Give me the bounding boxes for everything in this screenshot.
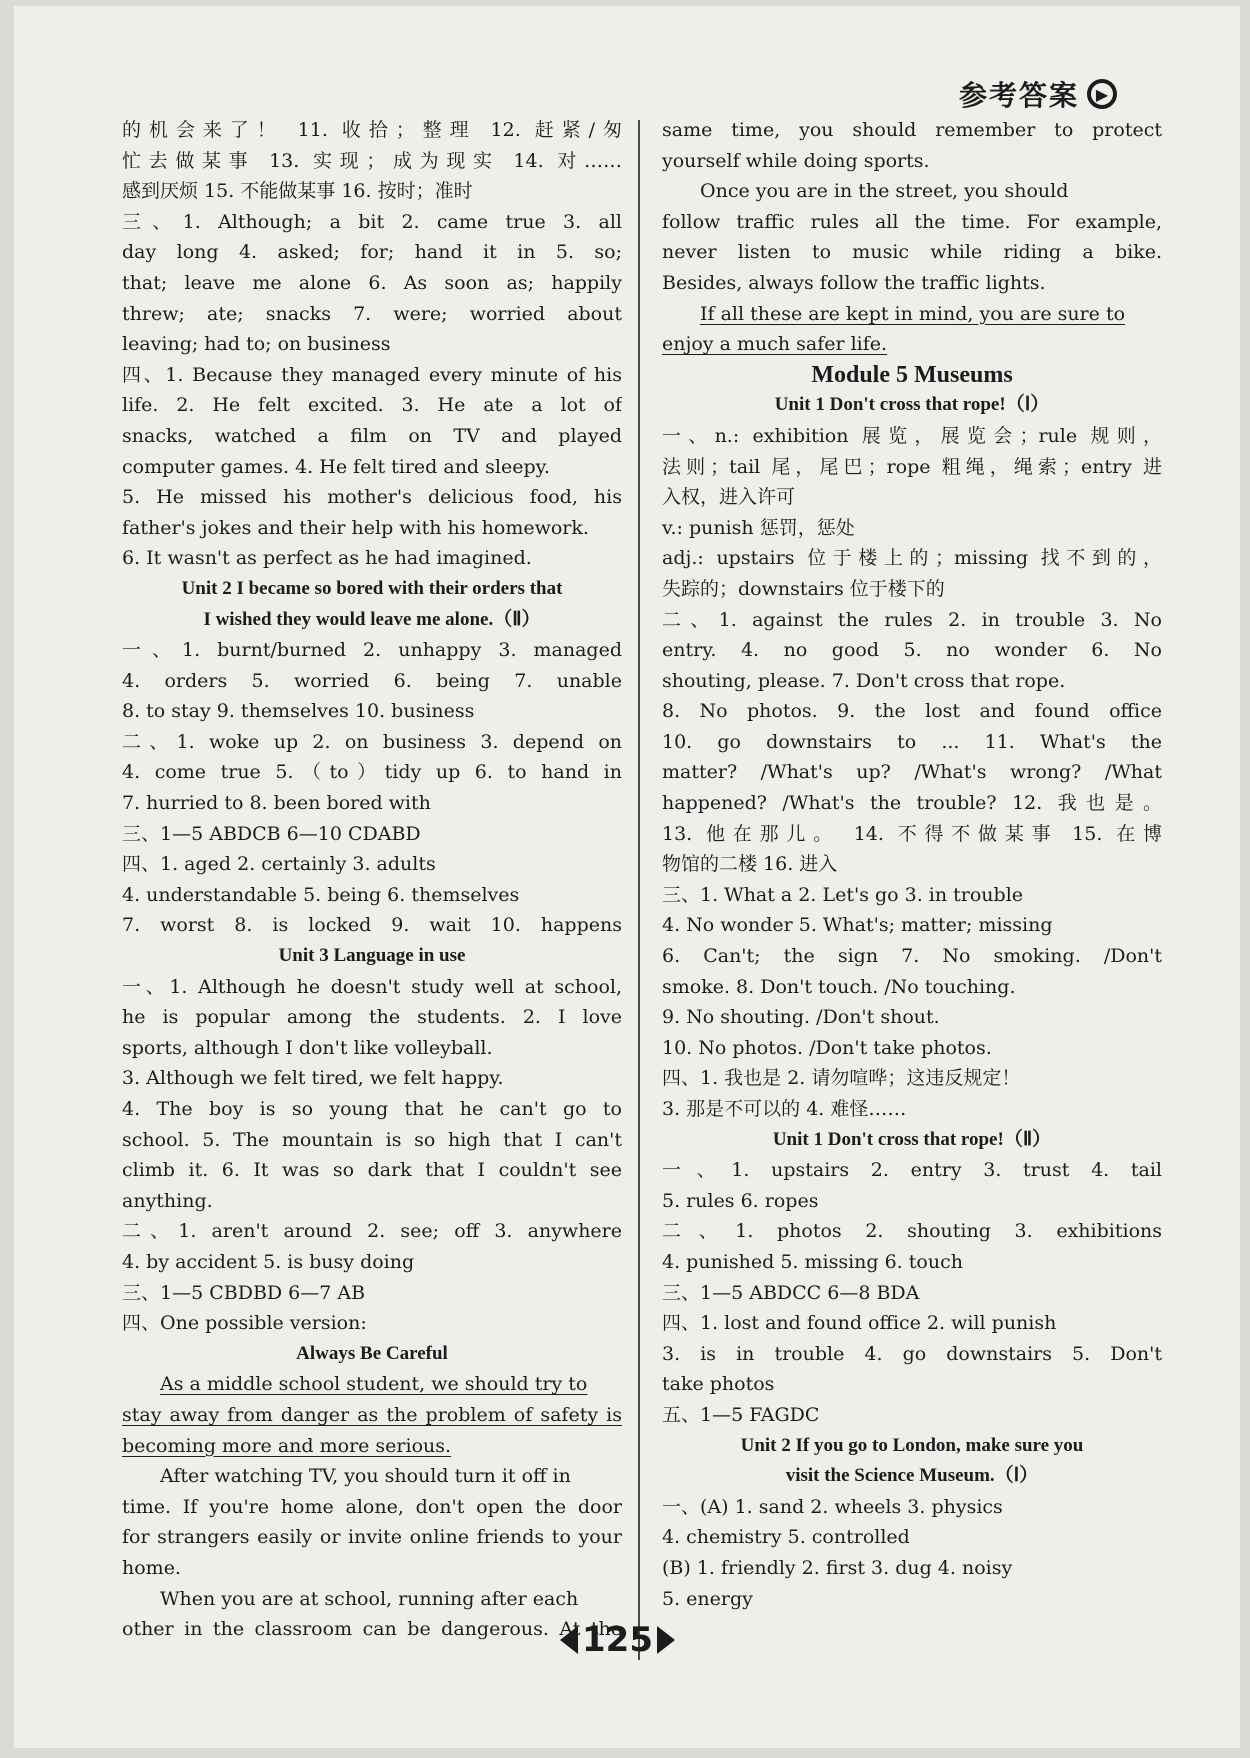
left-column-line: 3. Although we felt tired, we felt happy. [122,1067,504,1090]
left-column-line: Unit 2 I became so bored with their orders that [181,577,563,599]
left-column-line: 二、1. woke up 2. on business 3. depend on [122,730,622,753]
left-column-line: school. 5. The mountain is so high that I can't [122,1128,622,1151]
triangle-right-icon [657,1626,675,1654]
left-column-line: 4. The boy is so young that he can't go to [122,1098,622,1120]
right-column-line: 物馆的二楼 16. 进入 [662,853,838,876]
left-column-line: life. 2. He felt excited. 3. He ate a lot of [122,394,622,417]
left-column-line: 4. by accident 5. is busy doing [122,1250,415,1273]
right-column-line: 5. rules 6. ropes [662,1189,819,1212]
left-column-line: 一、1. burnt/burned 2. unhappy 3. managed [122,639,622,662]
right-column-line: 6. Can't; the sign 7. No smoking. /Don't [662,945,1162,968]
right-column-line: Once you are in the street, you should [700,180,1069,203]
right-column-line: happened? /What's the trouble? 12. 我也是。 [662,792,1162,815]
right-column-line: 4. punished 5. missing 6. touch [662,1250,963,1273]
right-column-line: Unit 2 If you go to London, make sure you [740,1434,1084,1456]
right-column-line: adj.: upstairs 位于楼上的；missing 找不到的， [662,547,1162,570]
right-column-line: 四、1. lost and found office 2. will punish [662,1312,1057,1335]
left-column-line: 4. understandable 5. being 6. themselves [122,883,520,906]
left-column-line: snacks, watched a film on TV and played [122,424,622,447]
triangle-left-icon [560,1626,578,1654]
right-column-line: 4. No wonder 5. What's; matter; missing [662,914,1053,937]
right-column-line: enjoy a much safer life. [662,333,888,356]
left-column-line: Always Be Careful [296,1342,448,1364]
right-column-line: 二、1. photos 2. shouting 3. exhibitions [662,1220,1162,1243]
right-column-line: matter? /What's up? /What's wrong? /What [662,761,1162,784]
left-column-line: 5. He missed his mother's delicious food, his [122,486,622,509]
right-column-line: 五、1—5 FAGDC [662,1403,820,1426]
left-column-line: leaving; had to; on business [122,333,391,356]
right-column-line: 8. No photos. 9. the lost and found office [662,700,1162,723]
left-column-line: 忙去做某事 13. 实现；成为现实 14. 对…… [122,149,622,172]
left-column-line: 感到厌烦 15. 不能做某事 16. 按时；准时 [122,180,473,203]
right-column-line: 9. No shouting. /Don't shout. [662,1006,940,1029]
left-column-line: stay away from danger as the problem of safety is [122,1403,622,1426]
left-column-line: Unit 3 Language in use [278,945,466,967]
right-column-line: 失踪的；downstairs 位于楼下的 [662,577,945,600]
page-header [959,74,1117,114]
right-column-line: Unit 1 Don't cross that rope!（Ⅱ） [772,1128,1052,1150]
right-column-line: shouting, please. 7. Don't cross that rope. [662,669,1066,692]
left-column-line: climb it. 6. It was so dark that I couldn't see [122,1159,622,1182]
right-column-line: smoke. 8. Don't touch. /No touching. [662,975,1016,998]
right-column-line: 5. energy [662,1587,753,1610]
right-column [662,115,1162,1614]
left-column-line: he is popular among the students. 2. I love [122,1006,622,1029]
left-column-line: threw; ate; snacks 7. were; worried about [122,302,622,325]
left-column-line: 4. come true 5.（to）tidy up 6. to hand in [122,761,622,784]
left-column-line: anything. [122,1189,213,1212]
right-column-line: 一、1. upstairs 2. entry 3. trust 4. tail [662,1159,1162,1182]
left-column-line: father's jokes and their help with his homework. [122,516,589,539]
left-column-line: 7. worst 8. is locked 9. wait 10. happens [122,914,622,937]
left-column-line: I wished they would leave me alone.（Ⅱ） [203,608,541,630]
right-column-line: If all these are kept in mind, you are sure to [700,302,1126,325]
left-column-line: that; leave me alone 6. As soon as; happily [122,271,622,294]
right-column-line: 13. 他在那儿。 14. 不得不做某事 15. 在博 [662,822,1162,845]
left-column-line: 三、1—5 ABDCB 6—10 CDABD [122,822,421,845]
right-column-line: Module 5 Museums [811,361,1013,388]
left-column-line: time. If you're home alone, don't open the door [122,1495,622,1518]
left-column-line: 的机会来了！ 11. 收拾；整理 12. 赶紧/匆 [122,119,622,141]
right-column-line: never listen to music while riding a bike. [662,241,1162,264]
left-column-line: becoming more and more serious. [122,1434,452,1457]
left-column-line: 6. It wasn't as perfect as he had imagined. [122,547,532,570]
left-column-line: day long 4. asked; for; hand it in 5. so; [122,241,622,264]
right-column-line: 三、1—5 ABDCC 6—8 BDA [662,1281,920,1304]
left-column-line: 三、1. Although; a bit 2. came true 3. all [122,210,622,233]
right-column-line: 4. chemistry 5. controlled [662,1526,910,1549]
right-column-line: 一、(A) 1. sand 2. wheels 3. physics [662,1495,1003,1518]
page-number [560,1620,675,1660]
page-number-text: 125 [582,1620,653,1660]
left-column-line: for strangers easily or invite online friends to your [122,1526,622,1549]
left-column-line: 7. hurried to 8. been bored with [122,792,431,815]
column-divider [638,120,640,1660]
left-column-line: 四、1. Because they managed every minute of his [122,363,622,386]
right-column-line: (B) 1. friendly 2. first 3. dug 4. noisy [662,1556,1013,1579]
right-column-line: visit the Science Museum.（Ⅰ） [785,1465,1039,1487]
right-column-line: entry. 4. no good 5. no wonder 6. No [662,639,1162,662]
right-column-line: 3. is in trouble 4. go downstairs 5. Don't [662,1342,1162,1365]
right-column-line: Besides, always follow the traffic lights. [662,271,1046,294]
left-column-line: 二、1. aren't around 2. see; off 3. anywhere [122,1220,622,1243]
right-column-line: 10. go downstairs to ... 11. What's the [662,730,1162,753]
left-column-line: 8. to stay 9. themselves 10. business [122,700,475,723]
right-column-line: 三、1. What a 2. Let's go 3. in trouble [662,883,1024,906]
left-column-line: When you are at school, running after each [160,1587,579,1610]
left-column-line: After watching TV, you should turn it off in [160,1465,571,1488]
right-column-line: Unit 1 Don't cross that rope!（Ⅰ） [774,394,1050,416]
right-column-line: 3. 那是不可以的 4. 难怪…… [662,1098,907,1120]
right-column-line: follow traffic rules all the time. For example, [662,210,1162,233]
left-column-line: 一、1. Although he doesn't study well at school, [122,975,622,998]
right-column-line: 入权，进入许可 [662,486,796,509]
left-column-line: 四、1. aged 2. certainly 3. adults [122,853,436,876]
left-column-line: sports, although I don't like volleyball. [122,1036,493,1059]
header-title: 参考答案 [959,79,1080,112]
right-column-line: same time, you should remember to protect [662,119,1162,141]
right-column-line: 法则；tail 尾，尾巴；rope 粗绳，绳索；entry 进 [662,455,1162,478]
left-column-line: 三、1—5 CBDBD 6—7 AB [122,1281,366,1304]
left-column-line: computer games. 4. He felt tired and sleepy. [122,455,550,478]
right-column-line: take photos [662,1373,775,1396]
right-column-line: 二、1. against the rules 2. in trouble 3. No [662,608,1162,631]
left-column-line: 四、One possible version: [122,1312,367,1335]
right-column-line: 一、n.: exhibition 展览，展览会；rule 规则， [662,424,1162,447]
play-circle-icon: ▶ [1087,79,1117,109]
left-column-line: other in the classroom can be dangerous. At the [122,1618,622,1641]
left-column-line: As a middle school student, we should try to [160,1373,588,1396]
left-column-line: home. [122,1556,181,1579]
left-column-line: 4. orders 5. worried 6. being 7. unable [122,669,622,692]
right-column-line: 四、1. 我也是 2. 请勿喧哗；这违反规定！ [662,1067,1021,1090]
left-column [122,115,622,1645]
right-column-line: v.: punish 惩罚，惩处 [662,516,855,539]
right-column-line: yourself while doing sports. [662,149,930,172]
right-column-line: 10. No photos. /Don't take photos. [662,1036,992,1059]
